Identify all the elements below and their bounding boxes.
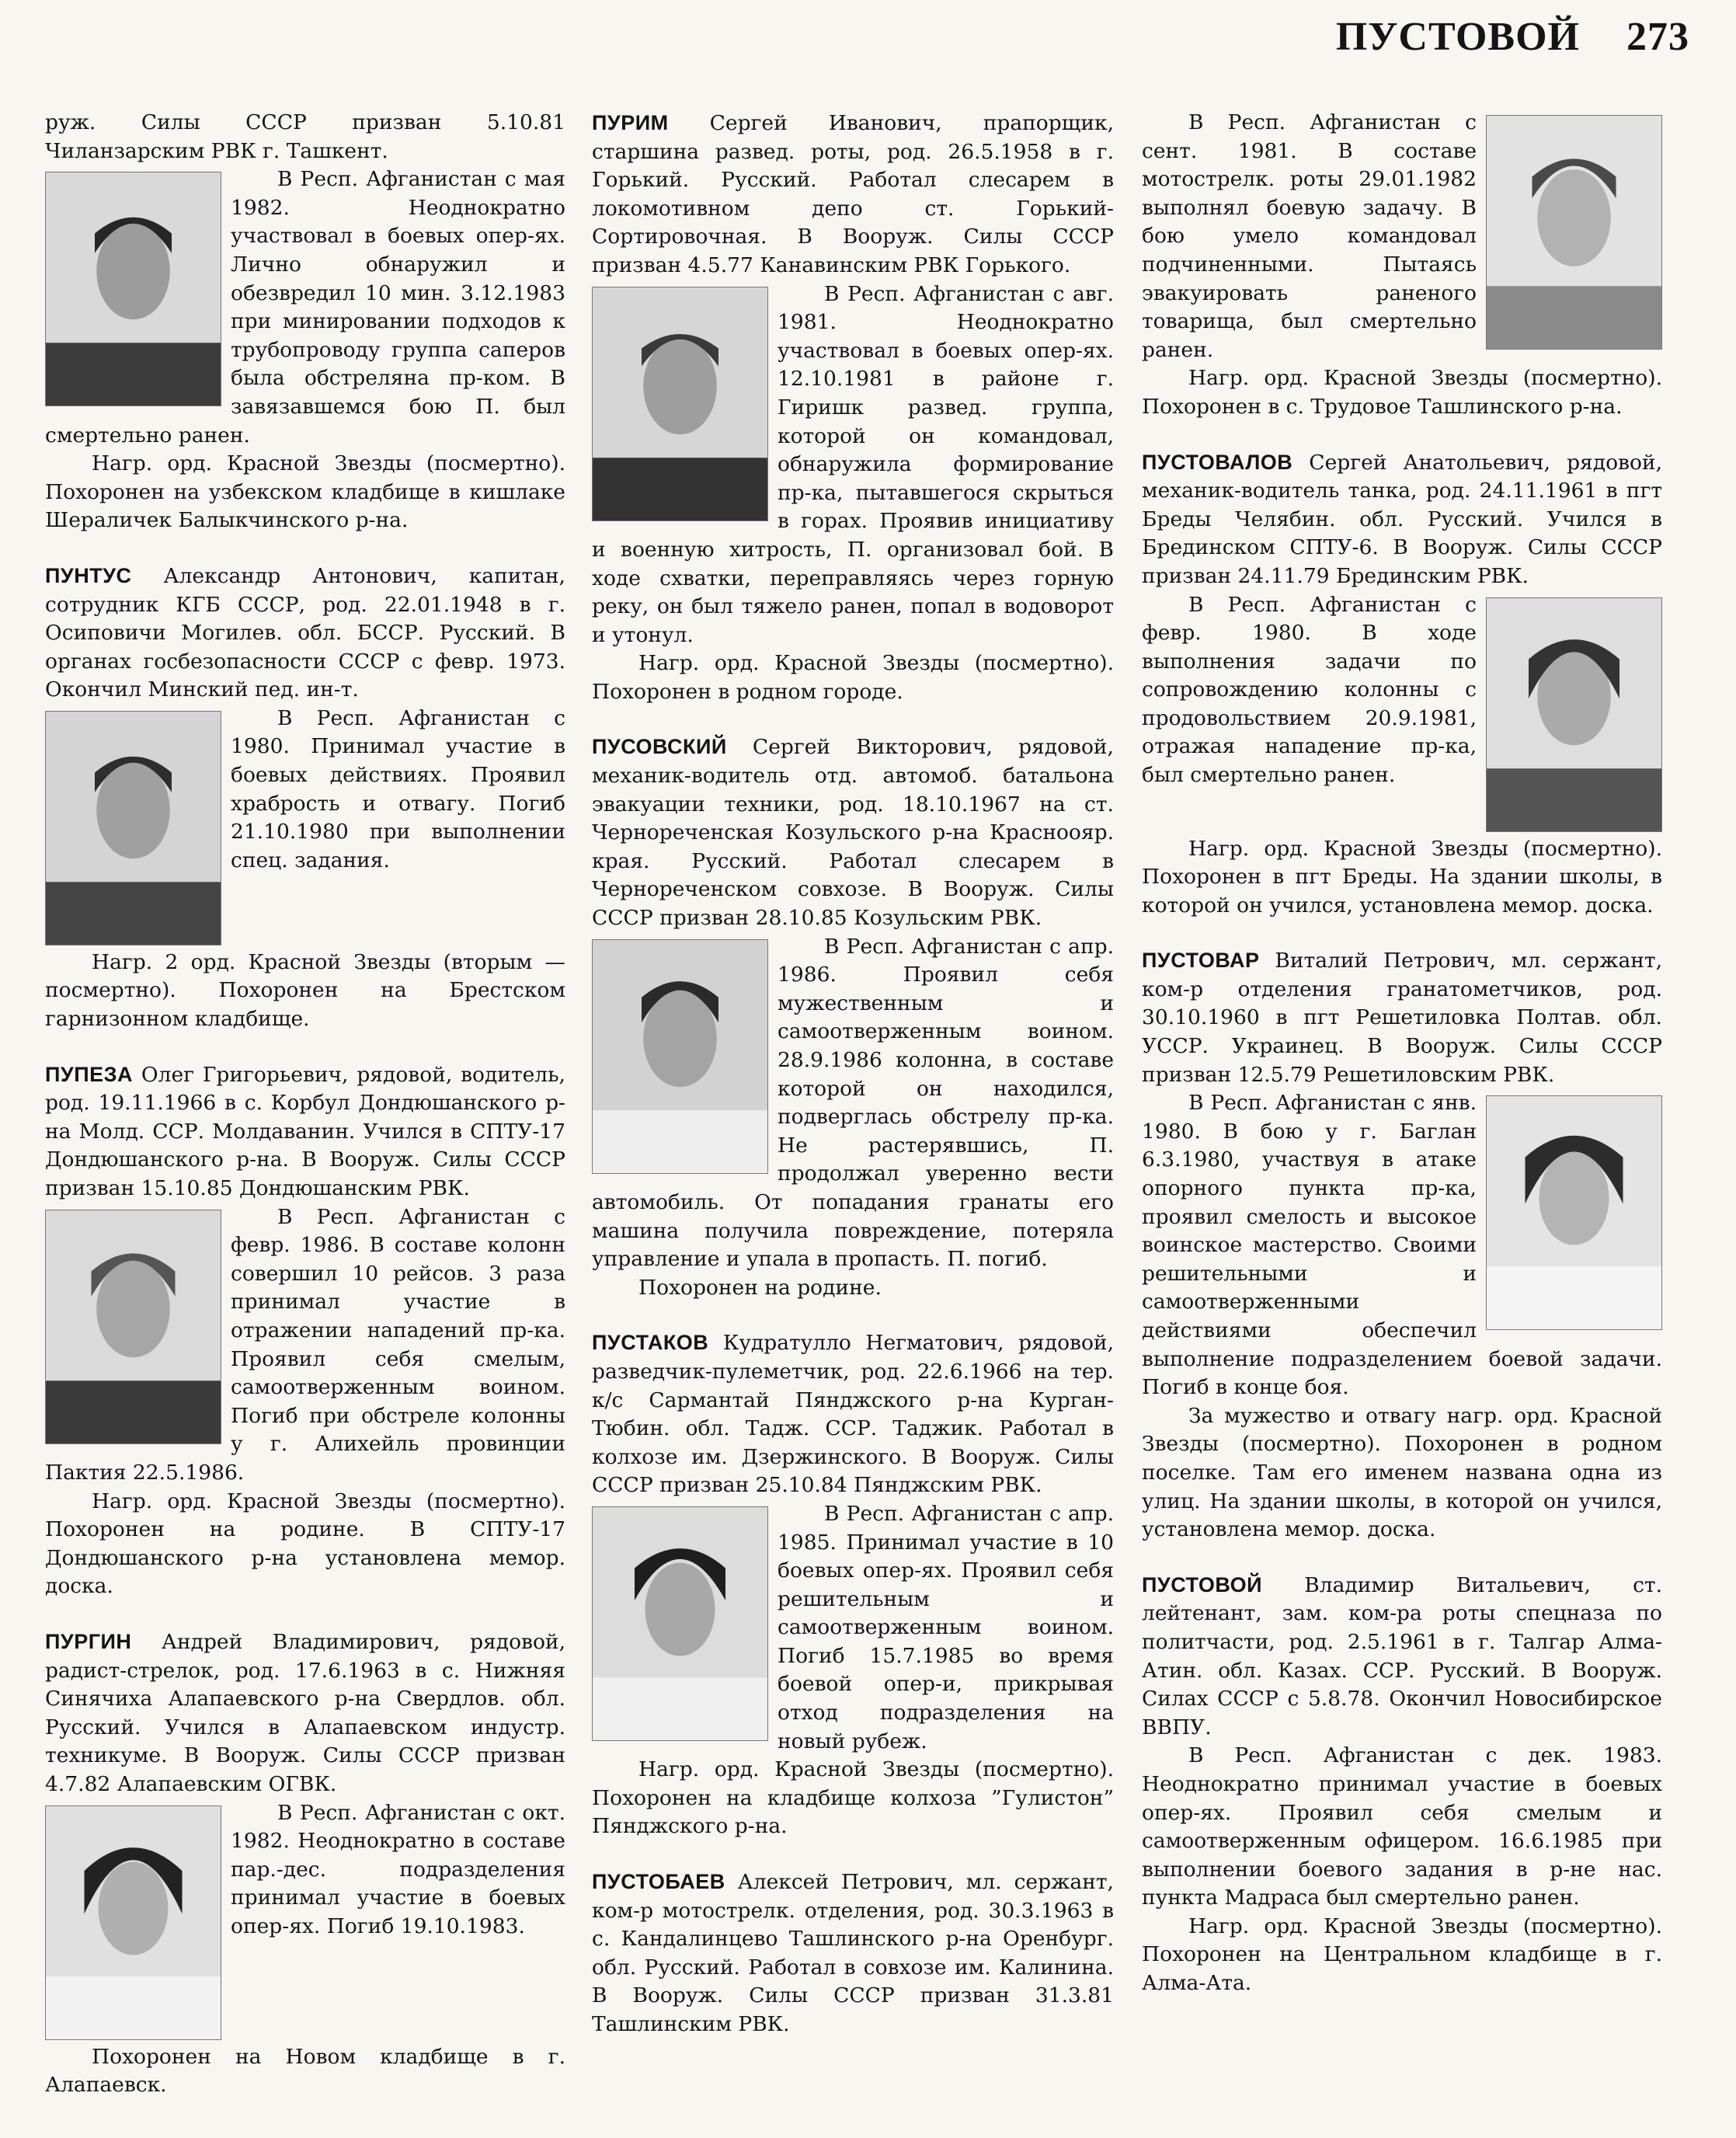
entry-text: Похоронен на родине.: [638, 1275, 882, 1300]
portrait-photo: [1486, 597, 1662, 832]
entry-text: В Респ. Афганистан с апр. 1986. Проявил себя мужественным и самоотверженным воином. 28.9.1986 колонна, в составе которой он находился, подверглась обстрелу пр-ка. Не растерявшись, П. продолжал уверенно вести автомобиль. От попадания гранаты его машина получила повреждение, потеряла управление и упала в пропасть. П. погиб.: [592, 934, 1114, 1272]
entry-pustobaev: [592, 1868, 1114, 2039]
entry-text: В Респ. Афганистан с янв. 1980. В бою у г. Баглан 6.3.1980, участвуя в атаке опорного пункта пр-ка, проявил смелость и высокое воинское мастерство. Своими решительными и самоотверженными действиями обеспечил выполнение подразделением боевой задачи. Погиб в конце боя.: [1142, 1091, 1662, 1400]
entry-text: Сергей Иванович, прапорщик, старшина развед. роты, род. 26.5.1958 в г. Горький. Русский. Работал слесарем в локомотивном депо ст. Горький-Сортировочная. В Вооруж. Силы СССР призван 4.5.77 Канавинским РВК Горького.: [592, 111, 1114, 277]
entry-text: В Респ. Афганистан с дек. 1983. Неоднократно принимал участие в боевых опер-ях. Проявил себя смелым и самоотверженным офицером. 16.6.1985 при выполнении боевого задания в р-не нас. пункта Мадраса был смертельно ранен.: [1142, 1743, 1662, 1910]
entry-text: В Респ. Афганистан с февр. 1986. В составе колонн совершил 10 рейсов. 3 раза принимал участие в отражении нападений пр-ка. Проявил себя смелым, самоотверженным воином. Погиб при обстреле колонны у г. Алихейль провинции Пактия 22.5.1986.: [45, 1204, 565, 1485]
portrait-photo: [592, 1506, 768, 1741]
entry-text: В Респ. Афганистан с мая 1982. Неоднократно участвовал в боевых опер-ях. Лично обнаружил и обезвредил 10 мин. 3.12.1983 при минировании подходов к трубопроводу группа саперов была обстреляна пр-ком. В завязавшемся бою П. был смертельно ранен.: [45, 167, 565, 447]
entry-text: руж. Силы СССР призван 5.10.81 Чиланзарским РВК г. Ташкент.: [45, 110, 565, 163]
entry-surname: ПУСОВСКИЙ: [592, 735, 727, 759]
entry-text: Нагр. 2 орд. Красной Звезды (вторым — посмертно). Похоронен на Брестском гарнизонном кладбище.: [45, 949, 565, 1032]
entry-text: Алексей Петрович, мл. сержант, ком-р мотострелк. отделения, род. 30.3.1963 в с. Кандалинцево Ташлинского р-на Оренбург. обл. Русский. Работал в совхозе им. Калинина. В Вооруж. Силы СССР призван 31.3.81 Ташлинским РВК.: [592, 1870, 1114, 2036]
entry-surname: ПУНТУС: [45, 563, 132, 587]
entry-pustakov: [592, 1328, 1114, 1841]
entry-pusovsky: [592, 733, 1114, 1302]
entry-pupeza: [45, 1060, 565, 1601]
entry-purim: [592, 109, 1114, 706]
entry-text: Нагр. орд. Красной Звезды (посмертно). Похоронен на кладбище колхоза ”Гулистон” Пянджского р-на.: [592, 1757, 1114, 1839]
entry-surname: ПУСТОБАЕВ: [592, 1870, 725, 1894]
entry-text: Сергей Анатольевич, рядовой, механик-водитель танка, род. 24.11.1961 в пгт Бреды Челябин. обл. Русский. Учился в Брединском СПТУ-6. В Вооруж. Силы СССР призван 24.11.79 Брединским РВК.: [1142, 450, 1662, 588]
portrait-photo: [45, 1805, 221, 2040]
entry-puntus: [45, 562, 565, 1034]
entry-text: В Респ. Афганистан с февр. 1980. В ходе выполнения задачи по сопровождению колонны с продовольствием 20.9.1981, отражая нападение пр-ка, был смертельно ранен.: [1142, 592, 1477, 788]
entry-text: Нагр. орд. Красной Звезды (посмертно). Похоронен в пгт Бреды. На здании школы, в которой он учился, установлена мемор. доска.: [1142, 836, 1662, 918]
page-number: 273: [1626, 15, 1689, 59]
entry-surname: ПУСТОВАЛОВ: [1142, 450, 1293, 474]
entry-purgin: [45, 1628, 565, 2100]
entry-text: В Респ. Афганистан с авг. 1981. Неоднократно участвовал в боевых опер-ях. 12.10.1981 в районе г. Гиришк развед. группа, которой он командовал, обнаружила формирование пр-ка, пытавшегося скрыться в горах. Проявив инициативу и военную хитрость, П. организовал бой. В ходе схватки, переправляясь через горную реку, он был тяжело ранен, попал в водоворот и утонул.: [592, 281, 1114, 647]
portrait-photo: [45, 711, 221, 945]
running-header: [1336, 14, 1689, 60]
column-1: [45, 109, 565, 2126]
header-word: ПУСТОВОЙ: [1335, 15, 1580, 59]
entry-text: В Респ. Афганистан с апр. 1985. Принимал участие в 10 боевых опер-ях. Проявил себя решительным и самоотверженным воином. Погиб 15.7.1985 во время боевой опер-и, прикрывая отход подразделения на новый рубеж.: [778, 1501, 1114, 1753]
entry-text: Нагр. орд. Красной Звезды (посмертно). Похоронен в с. Трудовое Ташлинского р-на.: [1142, 366, 1662, 419]
entry-text: Сергей Викторович, рядовой, механик-водитель отд. автомоб. батальона эвакуации техники, род. 18.10.1967 на ст. Чернореченская Козульского р-на Красноояр. края. Русский. Работал слесарем в Чернореченском совхозе. В Вооруж. Силы СССР призван 28.10.85 Козульским РВК.: [592, 735, 1114, 931]
entry-text: Похоронен на Новом кладбище в г. Алапаевск.: [45, 2044, 565, 2098]
entry-text: Нагр. орд. Красной Звезды (посмертно). Похоронен на Центральном кладбище в г. Алма-Ата.: [1142, 1913, 1662, 1996]
entry-text: Нагр. орд. Красной Звезды (посмертно). Похоронен в родном городе.: [592, 651, 1114, 704]
entry-surname: ПУРГИН: [45, 1629, 132, 1653]
entry-surname: ПУПЕЗА: [45, 1062, 134, 1086]
portrait-photo: [592, 287, 768, 521]
entry-pustovar: [1142, 946, 1662, 1544]
entry-text: Нагр. орд. Красной Звезды (посмертно). Похоронен на родине. В СПТУ-17 Дондюшанского р-на установлена мемор. доска.: [45, 1489, 565, 1599]
portrait-photo: [1486, 1095, 1662, 1330]
entry-text: Александр Антонович, капитан, сотрудник КГБ СССР, род. 22.01.1948 в г. Осиповичи Могилев. обл. БССР. Русский. В органах госбезопасности СССР с февр. 1973. Окончил Минский пед. ин-т.: [45, 563, 565, 702]
entry-text: Владимир Витальевич, ст. лейтенант, зам. ком-ра роты спецназа по политчасти, род. 2.5.1961 в г. Талгар Алма-Атин. обл. Казах. ССР. Русский. В Вооруж. Силах СССР с 5.8.78. Окончил Новосибирское ВВПУ.: [1142, 1572, 1662, 1739]
entry-continued: [45, 109, 565, 535]
entry-text: В Респ. Афганистан с сент. 1981. В составе мотострелк. роты 29.01.1982 выполнял боевую задачу. В бою умело командовал подчиненными. Пытаясь эвакуировать раненого товарища, был смертельно ранен.: [1142, 110, 1477, 362]
entry-surname: ПУСТОВАР: [1142, 949, 1260, 973]
entry-text: В Респ. Афганистан с 1980. Принимал участие в боевых действиях. Проявил храбрость и отвагу. Погиб 21.10.1980 при выполнении спец. задания.: [231, 705, 565, 872]
entry-text: Нагр. орд. Красной Звезды (посмертно). Похоронен на узбекском кладбище в кишлаке Шераличек Балыкчинского р-на.: [45, 451, 565, 533]
entry-text: В Респ. Афганистан с окт. 1982. Неоднократно в составе пар.-дес. подразделения принимал участие в боевых опер-ях. Погиб 19.10.1983.: [231, 1800, 565, 1938]
entry-text: Олег Григорьевич, рядовой, водитель, род. 19.11.1966 в с. Корбул Дондюшанского р-на Молд. ССР. Молдаванин. Учился в СПТУ-17 Дондюшанского р-на. В Вооруж. Силы СССР призван 15.10.85 Дондюшанским РВК.: [45, 1062, 565, 1201]
entry-surname: ПУРИМ: [592, 111, 669, 134]
entry-pustovalov: [1142, 448, 1662, 921]
entry-text: Кудратулло Негматович, рядовой, разведчик-пулеметчик, род. 22.6.1966 на тер. к/с Сармантай Пянджского р-на Курган-Тюбин. обл. Тадж. ССР. Таджик. Работал в колхозе им. Дзержинского. В Вооруж. Силы СССР призван 25.10.84 Пянджским РВК.: [592, 1331, 1114, 1498]
portrait-photo: [45, 172, 221, 406]
entry-text: За мужество и отвагу нагр. орд. Красной Звезды (посмертно). Похоронен в родном поселке. Там его именем названа одна из улиц. На здании школы, в которой он учился, установлена мемор. доска.: [1142, 1403, 1662, 1542]
column-2: [592, 109, 1114, 2066]
portrait-photo: [592, 939, 768, 1174]
column-3: [1142, 109, 1662, 2025]
entry-surname: ПУСТОВОЙ: [1142, 1572, 1263, 1597]
entry-text: Виталий Петрович, мл. сержант, ком-р отделения гранатометчиков, род. 30.10.1960 в пгт Решетиловка Полтав. обл. УССР. Украинец. В Вооруж. Силы СССР призван 12.5.79 Решетиловским РВК.: [1142, 949, 1662, 1087]
entry-surname: ПУСТАКОВ: [592, 1331, 709, 1355]
entry-text: Андрей Владимирович, рядовой, радист-стрелок, род. 17.6.1963 в с. Нижняя Синячиха Алапаевского р-на Свердлов. обл. Русский. Учился в Алапаевском индустр. техникуме. В Вооруж. Силы СССР призван 4.7.82 Алапаевским ОГВК.: [45, 1629, 565, 1796]
portrait-photo: [1486, 115, 1662, 350]
entry-continued-3: [1142, 109, 1662, 422]
portrait-photo: [45, 1210, 221, 1444]
entry-pustovoy: [1142, 1571, 1662, 1998]
